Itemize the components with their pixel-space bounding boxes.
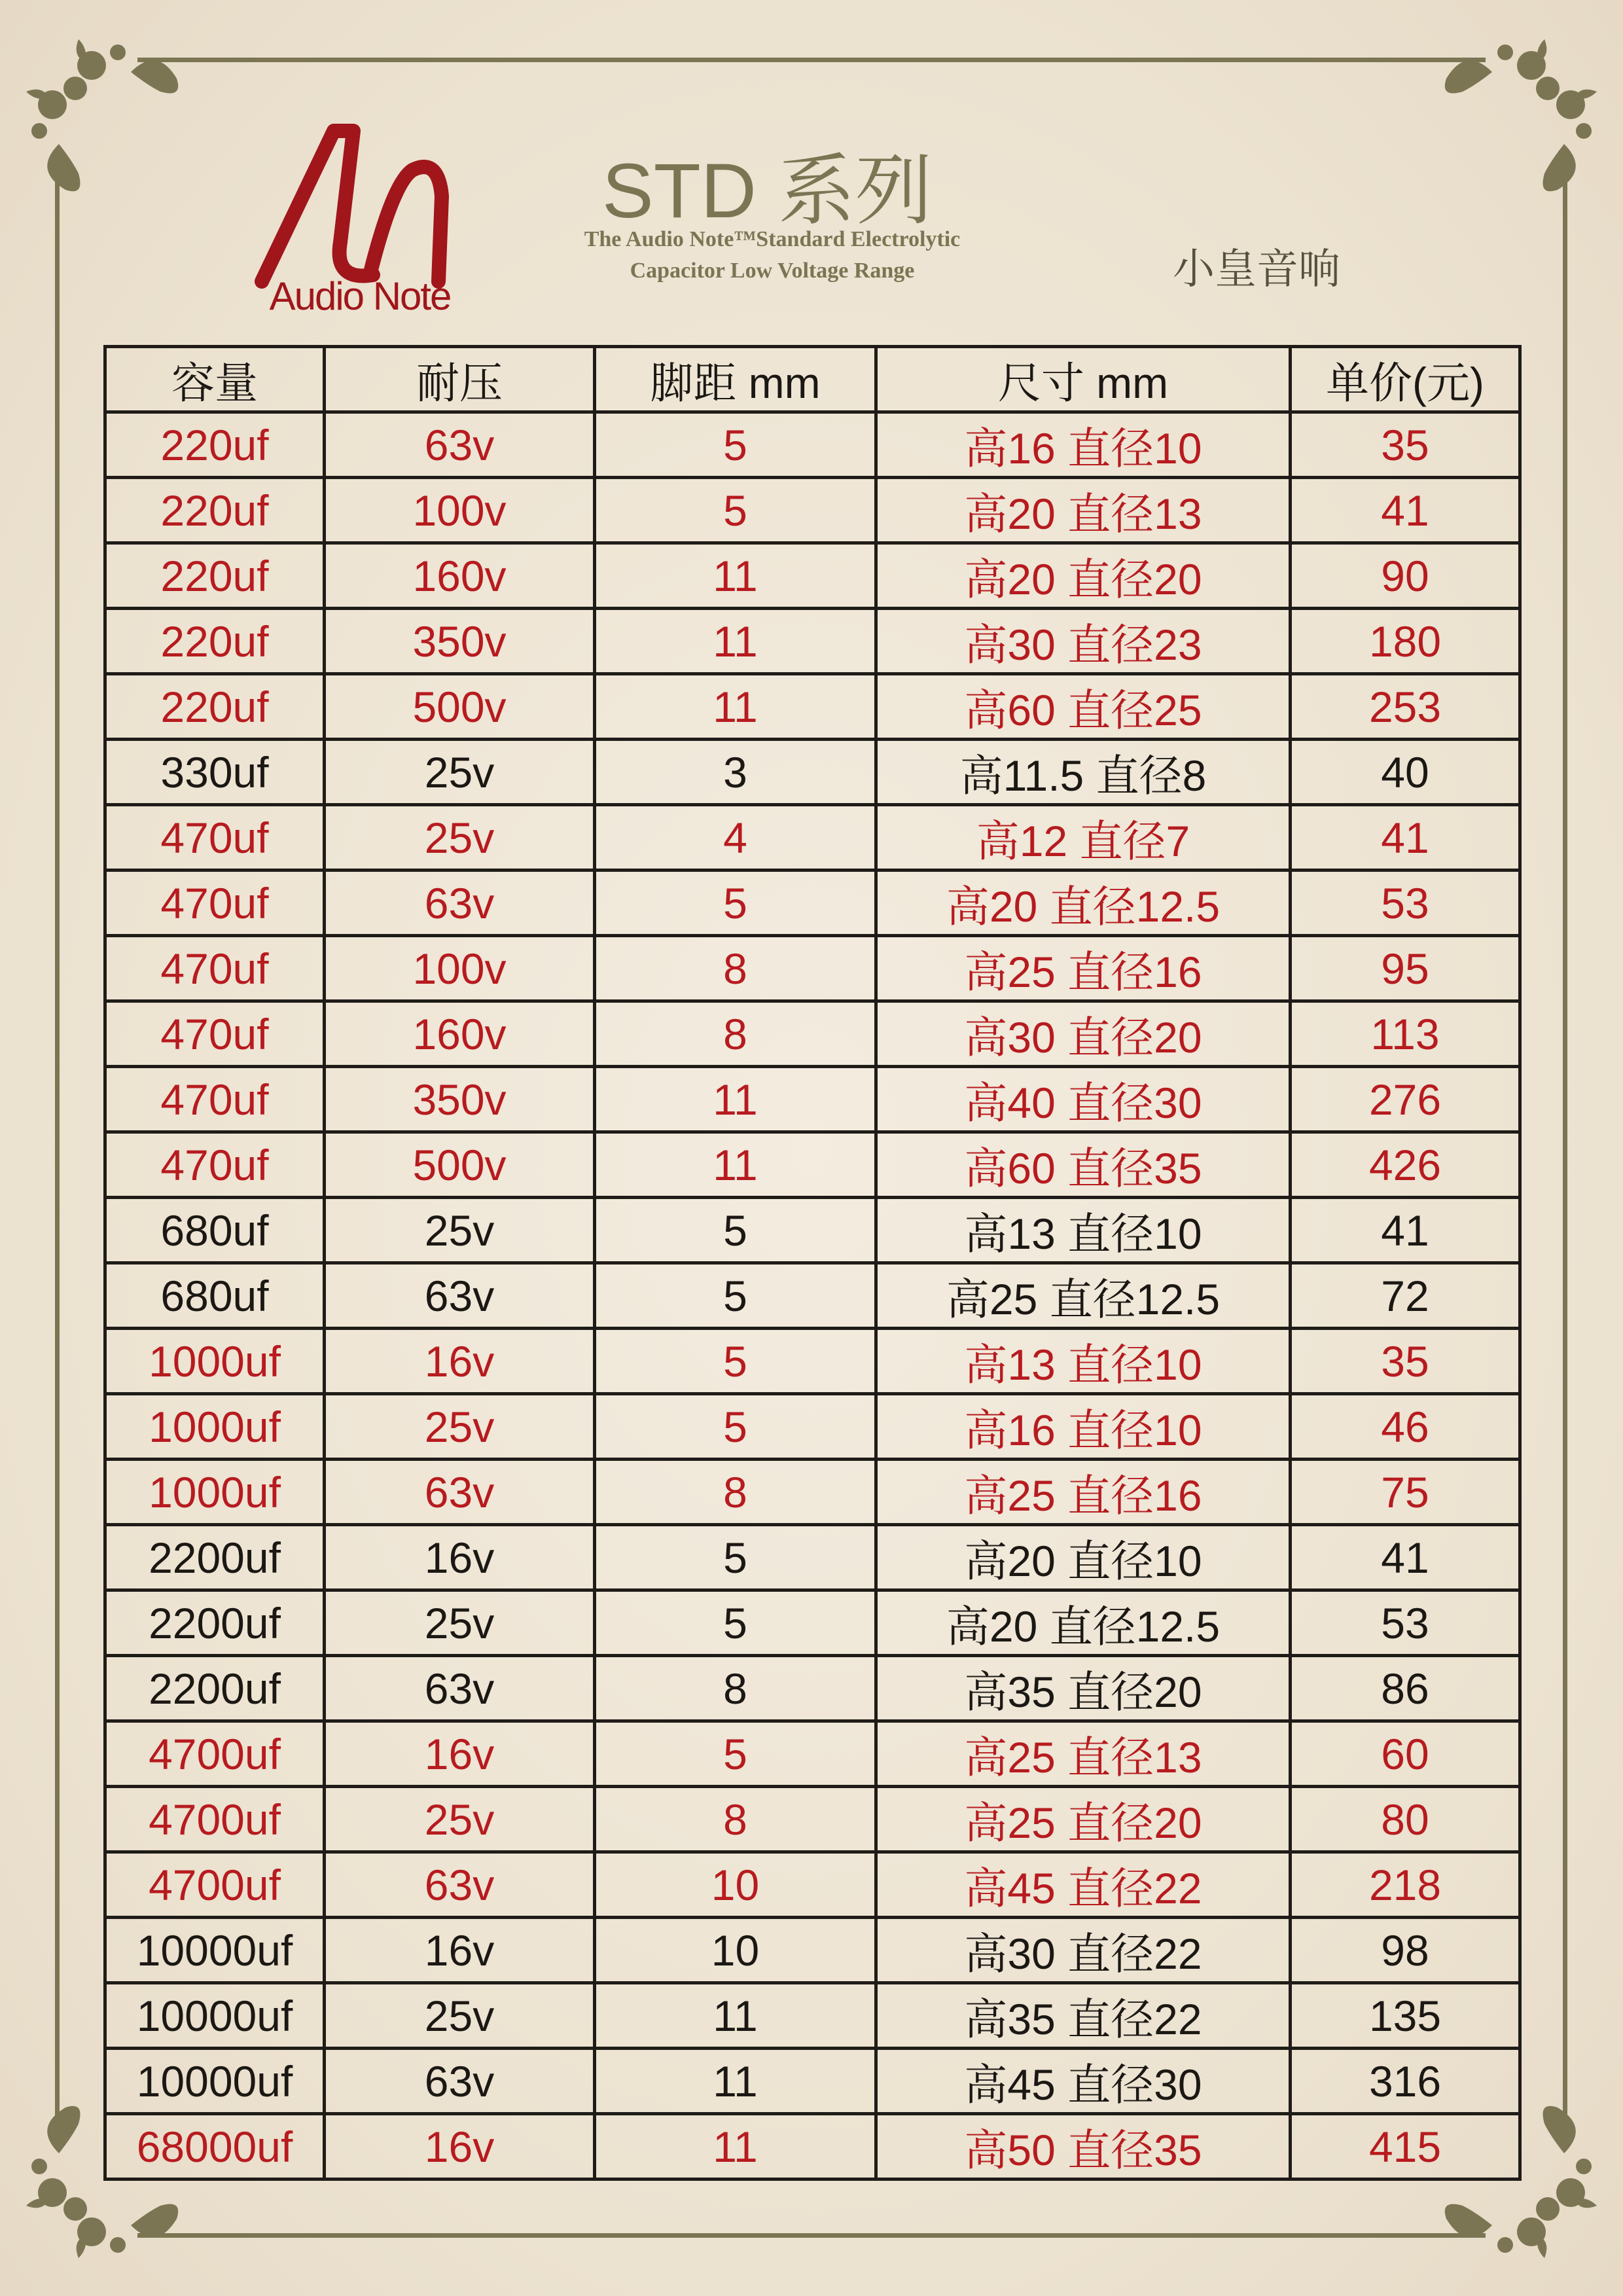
- cell-pin-pitch: 11: [595, 674, 876, 740]
- cell-size: 高25 直径12.5: [876, 1263, 1291, 1329]
- cell-voltage: 63v: [325, 1263, 595, 1329]
- cell-size: 高13 直径10: [876, 1198, 1291, 1263]
- cell-capacity: 1000uf: [105, 1394, 325, 1460]
- cell-unit-price: 316: [1291, 2049, 1520, 2114]
- table-header-row: [105, 347, 1520, 412]
- table-row: [105, 674, 1520, 740]
- cell-pin-pitch: 5: [595, 478, 876, 543]
- frame-top-line: [137, 58, 1486, 62]
- cell-pin-pitch: 11: [595, 609, 876, 674]
- cell-voltage: 63v: [325, 2049, 595, 2114]
- cell-voltage: 25v: [325, 805, 595, 870]
- cell-pin-pitch: 11: [595, 1132, 876, 1198]
- cell-unit-price: 95: [1291, 936, 1520, 1001]
- cell-capacity: 10000uf: [105, 1918, 325, 1983]
- cell-voltage: 100v: [325, 478, 595, 543]
- cell-unit-price: 53: [1291, 1590, 1520, 1656]
- cell-size: 高13 直径10: [876, 1329, 1291, 1394]
- cell-pin-pitch: 8: [595, 936, 876, 1001]
- cell-unit-price: 276: [1291, 1067, 1520, 1132]
- cell-unit-price: 40: [1291, 740, 1520, 805]
- table-row: [105, 936, 1520, 1001]
- table-row: [105, 609, 1520, 674]
- cell-pin-pitch: 4: [595, 805, 876, 870]
- frame-right-line: [1563, 167, 1567, 2124]
- cell-size: 高45 直径22: [876, 1852, 1291, 1918]
- cell-voltage: 63v: [325, 1460, 595, 1525]
- cell-unit-price: 75: [1291, 1460, 1520, 1525]
- cell-size: 高20 直径13: [876, 478, 1291, 543]
- cell-pin-pitch: 5: [595, 1329, 876, 1394]
- table-row: [105, 870, 1520, 936]
- cell-capacity: 2200uf: [105, 1525, 325, 1590]
- cell-size: 高20 直径12.5: [876, 870, 1291, 936]
- cell-pin-pitch: 5: [595, 1198, 876, 1263]
- cell-unit-price: 415: [1291, 2114, 1520, 2179]
- cell-pin-pitch: 11: [595, 543, 876, 609]
- cell-unit-price: 35: [1291, 412, 1520, 478]
- table-row: [105, 412, 1520, 478]
- cell-size: 高25 直径13: [876, 1721, 1291, 1787]
- cell-capacity: 470uf: [105, 1067, 325, 1132]
- cell-voltage: 100v: [325, 936, 595, 1001]
- cell-unit-price: 135: [1291, 1983, 1520, 2049]
- cell-size: 高30 直径23: [876, 609, 1291, 674]
- cell-pin-pitch: 11: [595, 1067, 876, 1132]
- cell-unit-price: 41: [1291, 1198, 1520, 1263]
- cell-size: 高20 直径10: [876, 1525, 1291, 1590]
- cell-capacity: 220uf: [105, 543, 325, 609]
- cell-capacity: 10000uf: [105, 1983, 325, 2049]
- table-row: [105, 1525, 1520, 1590]
- cell-unit-price: 253: [1291, 674, 1520, 740]
- table-row: [105, 1460, 1520, 1525]
- header-voltage: 耐压: [325, 347, 595, 412]
- cell-capacity: 1000uf: [105, 1329, 325, 1394]
- header-unit-price: 单价(元): [1291, 347, 1520, 412]
- cell-capacity: 220uf: [105, 412, 325, 478]
- cell-size: 高35 直径20: [876, 1656, 1291, 1721]
- cell-voltage: 16v: [325, 1721, 595, 1787]
- cell-voltage: 500v: [325, 1132, 595, 1198]
- cell-pin-pitch: 8: [595, 1656, 876, 1721]
- table-row: [105, 740, 1520, 805]
- cell-pin-pitch: 5: [595, 1590, 876, 1656]
- table-row: [105, 1656, 1520, 1721]
- cell-pin-pitch: 8: [595, 1787, 876, 1852]
- frame-bottom-line: [137, 2233, 1486, 2238]
- cell-unit-price: 41: [1291, 805, 1520, 870]
- cell-unit-price: 72: [1291, 1263, 1520, 1329]
- cell-capacity: 470uf: [105, 870, 325, 936]
- cell-capacity: 4700uf: [105, 1787, 325, 1852]
- page-subtitle: [543, 224, 1001, 287]
- cell-pin-pitch: 3: [595, 740, 876, 805]
- cell-unit-price: 218: [1291, 1852, 1520, 1918]
- logo-text: Audio Note: [269, 274, 451, 318]
- cell-size: 高35 直径22: [876, 1983, 1291, 2049]
- cell-size: 高16 直径10: [876, 412, 1291, 478]
- cell-voltage: 16v: [325, 1918, 595, 1983]
- cell-capacity: 470uf: [105, 805, 325, 870]
- cell-size: 高25 直径16: [876, 1460, 1291, 1525]
- cell-voltage: 25v: [325, 1787, 595, 1852]
- cell-unit-price: 53: [1291, 870, 1520, 936]
- cell-capacity: 470uf: [105, 936, 325, 1001]
- cell-voltage: 16v: [325, 1329, 595, 1394]
- page-title: STD 系列: [602, 148, 933, 234]
- cell-unit-price: 113: [1291, 1001, 1520, 1067]
- cell-voltage: 25v: [325, 1198, 595, 1263]
- cell-pin-pitch: 11: [595, 2114, 876, 2179]
- cell-voltage: 63v: [325, 1656, 595, 1721]
- cell-unit-price: 86: [1291, 1656, 1520, 1721]
- store-name: 小皇音响: [1173, 245, 1340, 294]
- corner-ornament-icon: [13, 26, 209, 223]
- cell-pin-pitch: 5: [595, 870, 876, 936]
- cell-size: 高45 直径30: [876, 2049, 1291, 2114]
- cell-voltage: 25v: [325, 1590, 595, 1656]
- cell-pin-pitch: 5: [595, 412, 876, 478]
- cell-unit-price: 80: [1291, 1787, 1520, 1852]
- cell-voltage: 63v: [325, 1852, 595, 1918]
- cell-voltage: 63v: [325, 870, 595, 936]
- cell-size: 高16 直径10: [876, 1394, 1291, 1460]
- cell-capacity: 470uf: [105, 1001, 325, 1067]
- cell-capacity: 2200uf: [105, 1590, 325, 1656]
- cell-unit-price: 98: [1291, 1918, 1520, 1983]
- frame-left-line: [55, 167, 60, 2124]
- cell-pin-pitch: 11: [595, 1983, 876, 2049]
- cell-capacity: 220uf: [105, 609, 325, 674]
- cell-size: 高30 直径20: [876, 1001, 1291, 1067]
- table-row: [105, 1721, 1520, 1787]
- cell-capacity: 68000uf: [105, 2114, 325, 2179]
- cell-size: 高30 直径22: [876, 1918, 1291, 1983]
- cell-pin-pitch: 5: [595, 1525, 876, 1590]
- cell-pin-pitch: 5: [595, 1721, 876, 1787]
- cell-voltage: 16v: [325, 1525, 595, 1590]
- cell-voltage: 25v: [325, 1394, 595, 1460]
- cell-voltage: 63v: [325, 412, 595, 478]
- cell-voltage: 350v: [325, 609, 595, 674]
- cell-pin-pitch: 5: [595, 1394, 876, 1460]
- cell-size: 高20 直径20: [876, 543, 1291, 609]
- cell-pin-pitch: 8: [595, 1001, 876, 1067]
- table-row: [105, 1787, 1520, 1852]
- cell-pin-pitch: 10: [595, 1852, 876, 1918]
- header-size: 尺寸 mm: [876, 347, 1291, 412]
- cell-pin-pitch: 8: [595, 1460, 876, 1525]
- cell-size: 高60 直径35: [876, 1132, 1291, 1198]
- subtitle-line-1: The Audio Note™Standard Electrolytic: [584, 227, 961, 251]
- table-row: [105, 543, 1520, 609]
- cell-pin-pitch: 11: [595, 2049, 876, 2114]
- cell-capacity: 1000uf: [105, 1460, 325, 1525]
- cell-capacity: 10000uf: [105, 2049, 325, 2114]
- cell-voltage: 350v: [325, 1067, 595, 1132]
- table-row: [105, 1590, 1520, 1656]
- cell-capacity: 330uf: [105, 740, 325, 805]
- table-row: [105, 1198, 1520, 1263]
- cell-pin-pitch: 10: [595, 1918, 876, 1983]
- cell-voltage: 25v: [325, 740, 595, 805]
- cell-size: 高50 直径35: [876, 2114, 1291, 2179]
- cell-voltage: 160v: [325, 543, 595, 609]
- cell-voltage: 160v: [325, 1001, 595, 1067]
- cell-size: 高60 直径25: [876, 674, 1291, 740]
- cell-capacity: 4700uf: [105, 1721, 325, 1787]
- cell-capacity: 680uf: [105, 1263, 325, 1329]
- table-row: [105, 805, 1520, 870]
- table-row: [105, 1983, 1520, 2049]
- price-table: [103, 345, 1522, 2181]
- table-row: [105, 1329, 1520, 1394]
- cell-voltage: 16v: [325, 2114, 595, 2179]
- table-row: [105, 1852, 1520, 1918]
- table-row: [105, 2114, 1520, 2179]
- table-row: [105, 1067, 1520, 1132]
- cell-size: 高20 直径12.5: [876, 1590, 1291, 1656]
- corner-ornament-icon: [1414, 26, 1610, 223]
- cell-size: 高11.5 直径8: [876, 740, 1291, 805]
- subtitle-line-2: Capacitor Low Voltage Range: [630, 259, 915, 283]
- cell-capacity: 680uf: [105, 1198, 325, 1263]
- table-row: [105, 1001, 1520, 1067]
- cell-capacity: 4700uf: [105, 1852, 325, 1918]
- cell-size: 高40 直径30: [876, 1067, 1291, 1132]
- cell-size: 高25 直径20: [876, 1787, 1291, 1852]
- table-row: [105, 1263, 1520, 1329]
- cell-capacity: 220uf: [105, 478, 325, 543]
- cell-capacity: 470uf: [105, 1132, 325, 1198]
- cell-pin-pitch: 5: [595, 1263, 876, 1329]
- table-row: [105, 1132, 1520, 1198]
- cell-unit-price: 41: [1291, 478, 1520, 543]
- table-row: [105, 1394, 1520, 1460]
- cell-unit-price: 180: [1291, 609, 1520, 674]
- table-row: [105, 478, 1520, 543]
- header-capacity: 容量: [105, 347, 325, 412]
- table-body: [105, 412, 1520, 2179]
- cell-unit-price: 60: [1291, 1721, 1520, 1787]
- cell-capacity: 220uf: [105, 674, 325, 740]
- cell-unit-price: 90: [1291, 543, 1520, 609]
- cell-voltage: 500v: [325, 674, 595, 740]
- cell-capacity: 2200uf: [105, 1656, 325, 1721]
- cell-size: 高12 直径7: [876, 805, 1291, 870]
- header-pin-pitch: 脚距 mm: [595, 347, 876, 412]
- table-row: [105, 2049, 1520, 2114]
- cell-unit-price: 41: [1291, 1525, 1520, 1590]
- cell-voltage: 25v: [325, 1983, 595, 2049]
- cell-unit-price: 426: [1291, 1132, 1520, 1198]
- cell-unit-price: 35: [1291, 1329, 1520, 1394]
- table-row: [105, 1918, 1520, 1983]
- cell-size: 高25 直径16: [876, 936, 1291, 1001]
- cell-unit-price: 46: [1291, 1394, 1520, 1460]
